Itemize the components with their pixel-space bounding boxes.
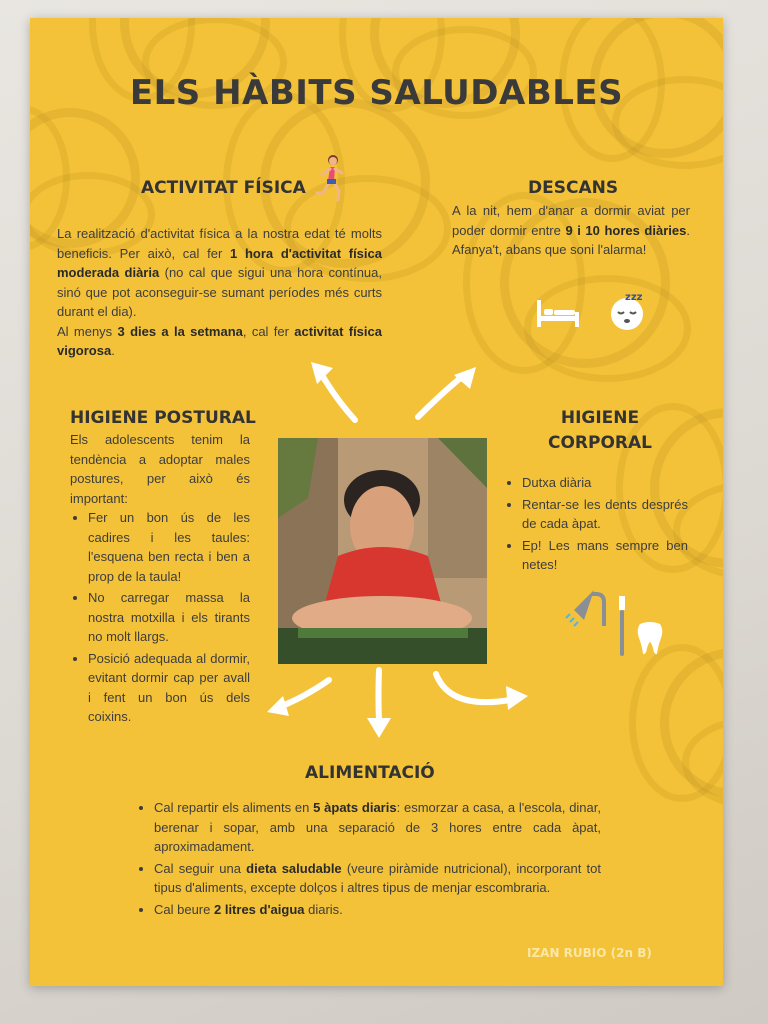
list-item: • Ep! Les mans sempre ben netes! <box>522 536 688 575</box>
shower-icon <box>564 588 612 630</box>
descans-heading: DESCANS <box>528 178 619 198</box>
postural-heading: HIGIENE POSTURAL <box>70 408 256 428</box>
list-item: • Cal repartir els aliments en 5 àpats diaris: esmorzar a casa, a l'escola, dinar, berenar i sopar, amb una separació de 3 hores entre cada àpat, aproximadament. <box>154 798 601 857</box>
sleeping-face-icon <box>607 290 649 332</box>
poster <box>30 18 723 986</box>
page-title: ELS HÀBITS SALUDABLES <box>129 73 624 113</box>
corporal-text <box>504 473 688 577</box>
alimentacio-heading: ALIMENTACIÓ <box>305 763 435 783</box>
activitat-text: La realització d'activitat física a la nostra edat té molts beneficis. Per això, cal fer 1 hora d'activitat física moderada diària (no cal que sigui una hora contínua, sinó que pot aconseguir-se sumant períodes més curts durant el dia). Al menys 3 dies a la setmana, cal fer activitat física vigorosa. <box>57 226 382 358</box>
student-photo <box>278 438 487 664</box>
zzz-label: zzz <box>625 292 643 303</box>
corporal-heading-line-2: CORPORAL <box>547 433 652 453</box>
corporal-heading <box>520 406 680 456</box>
arrow-down-left-icon <box>263 674 335 718</box>
alimentacio-list <box>136 798 601 919</box>
toothbrush-icon <box>616 596 628 658</box>
tooth-icon <box>636 622 664 656</box>
arrow-up-right-icon <box>412 363 482 423</box>
descans-text: A la nit, hem d'anar a dormir aviat per poder dormir entre 9 i 10 hores diàries. Afanya't, abans que soni l'alarma! <box>452 203 690 257</box>
postural-list <box>70 508 250 727</box>
list-item: • Fer un bon ús de les cadires i les taules: l'esquena ben recta i ben a prop de la taula! <box>88 508 250 586</box>
list-item: • Cal beure 2 litres d'aigua diaris. <box>154 900 601 920</box>
activitat-heading: ACTIVITAT FÍSICA <box>141 178 306 198</box>
arrow-down-right-icon <box>430 670 532 718</box>
list-item: • Posició adequada al dormir, evitant dormir cap per avall i fent un bon ús dels coixins. <box>88 649 250 727</box>
corporal-list <box>504 473 688 575</box>
corporal-heading-line-1: HIGIENE <box>560 408 640 428</box>
bed-icon <box>535 297 581 329</box>
author-credit: IZAN RUBIO (2n B) <box>527 946 652 960</box>
arrow-down-icon <box>364 666 394 740</box>
list-item: • No carregar massa la nostra motxilla i els tirants no molt llargs. <box>88 588 250 647</box>
arrow-up-left-icon <box>305 358 365 428</box>
running-person-icon <box>313 153 347 203</box>
volleyball-watermark-icon <box>660 648 723 798</box>
list-item: • Rentar-se les dents després de cada àpat. <box>522 495 688 534</box>
alimentacio-text <box>136 798 601 921</box>
postural-intro: Els adolescents tenim la tendència a adoptar males postures, per això és important: <box>70 432 250 506</box>
postural-text <box>70 430 250 729</box>
list-item: • Cal seguir una dieta saludable (veure piràmide nutricional), incorporant tot tipus d'aliments, excepte dolços i altres tipus de menjar escombraria. <box>154 859 601 898</box>
list-item: • Dutxa diària <box>522 473 688 493</box>
